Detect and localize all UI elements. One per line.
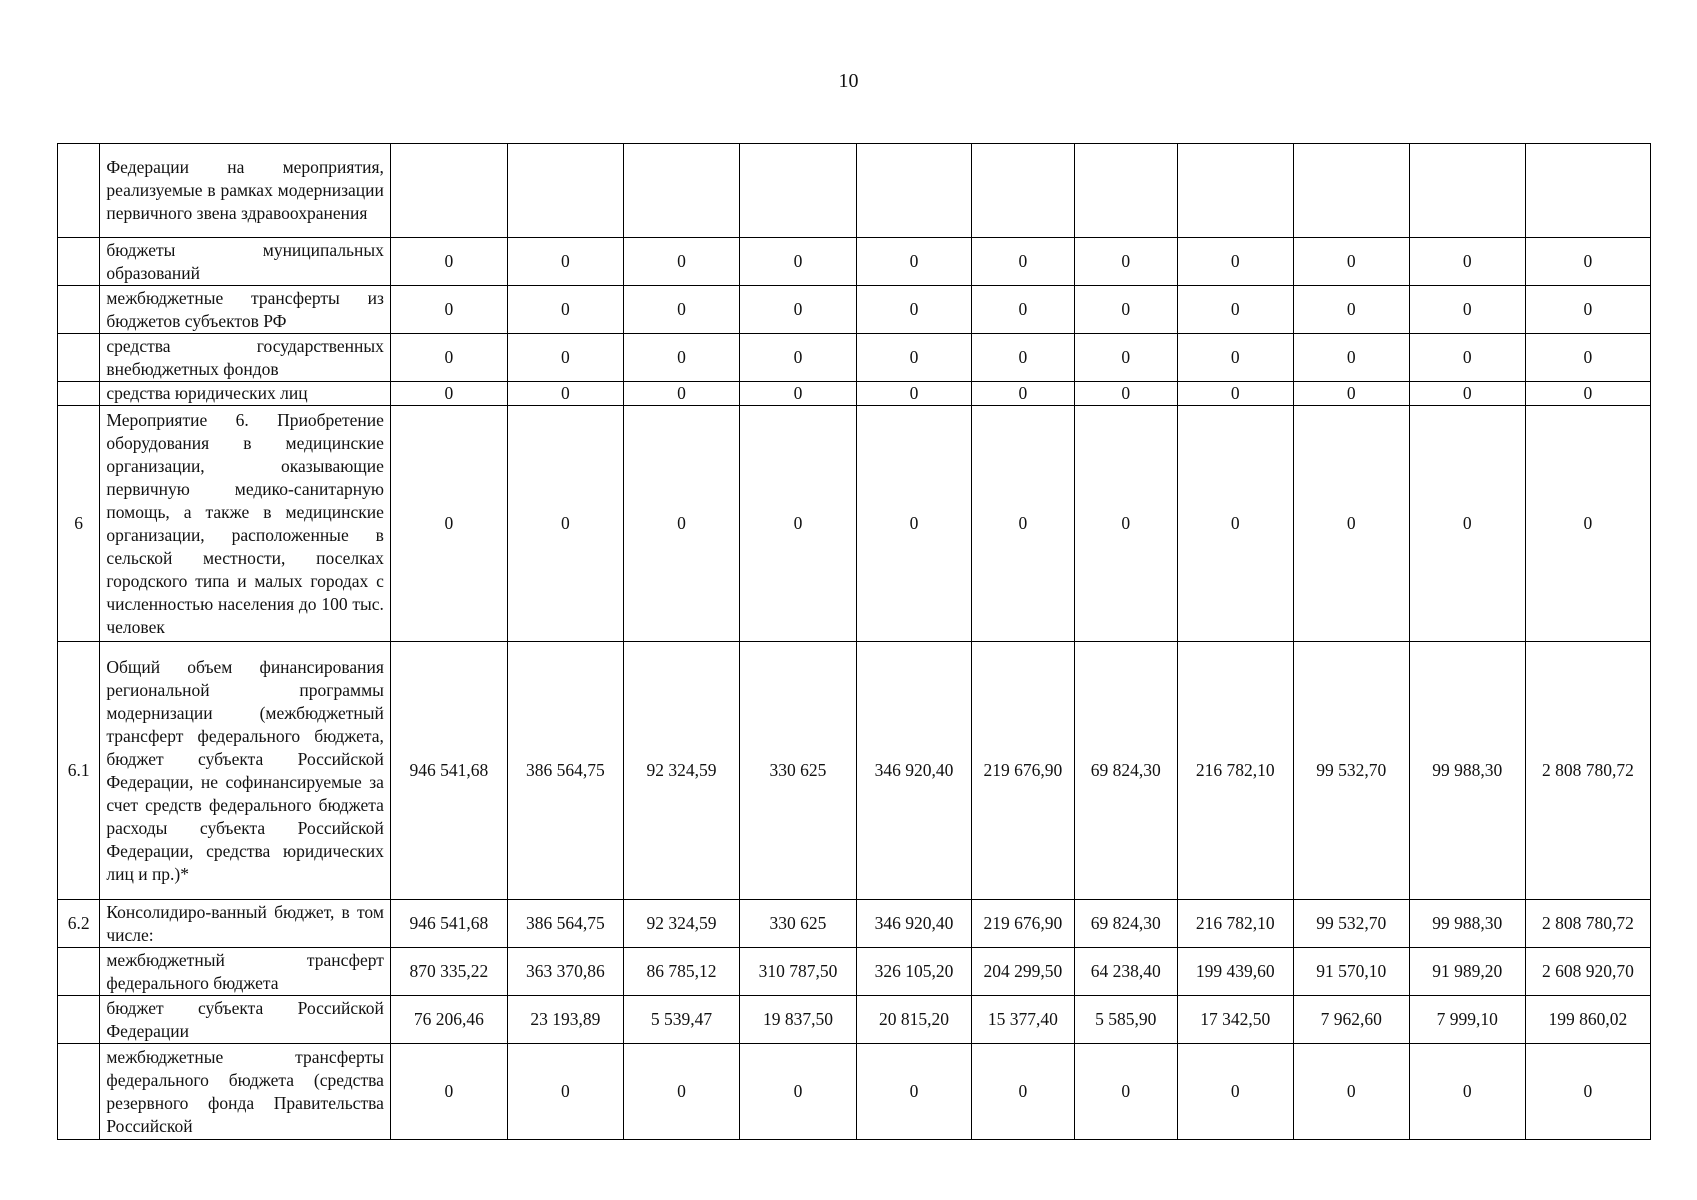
row-label-cell: межбюджетные трансферты из бюджетов субъектов РФ <box>100 286 391 334</box>
value-cell: 0 <box>856 334 971 382</box>
value-cell: 199 439,60 <box>1177 948 1293 996</box>
value-cell: 92 324,59 <box>623 900 739 948</box>
row-label-cell: Мероприятие 6. Приобретение оборудования в медицинские организации, оказывающие первичную медико-санитарную помощь, а также в медицинские организации, расположенные в сельской местности, поселках городского типа и малых городах с численностью населения до 100 тыс. человек <box>100 406 391 642</box>
value-cell: 0 <box>971 238 1074 286</box>
value-cell: 91 570,10 <box>1293 948 1409 996</box>
table-row <box>58 948 1651 996</box>
value-cell: 86 785,12 <box>623 948 739 996</box>
row-label-cell: Консолидиро-ванный бюджет, в том числе: <box>100 900 391 948</box>
value-cell: 0 <box>1293 286 1409 334</box>
row-number-cell: 6.2 <box>58 900 100 948</box>
value-cell: 0 <box>1525 238 1650 286</box>
value-cell: 0 <box>1074 238 1177 286</box>
value-cell: 0 <box>739 238 856 286</box>
value-cell: 0 <box>1074 382 1177 406</box>
row-label-cell: Федерации на мероприятия, реализуемые в рамках модернизации первичного звена здравоохранения <box>100 144 391 238</box>
value-cell: 99 988,30 <box>1409 900 1525 948</box>
value-cell: 0 <box>856 238 971 286</box>
row-number-cell <box>58 948 100 996</box>
value-cell: 0 <box>1525 286 1650 334</box>
value-cell <box>1074 144 1177 238</box>
value-cell: 0 <box>1177 286 1293 334</box>
value-cell: 99 532,70 <box>1293 900 1409 948</box>
table-row <box>58 382 1651 406</box>
value-cell: 0 <box>390 382 507 406</box>
table-row <box>58 238 1651 286</box>
value-cell <box>507 144 623 238</box>
value-cell: 0 <box>856 286 971 334</box>
value-cell: 0 <box>507 1044 623 1140</box>
value-cell: 326 105,20 <box>856 948 971 996</box>
value-cell: 19 837,50 <box>739 996 856 1044</box>
value-cell <box>739 144 856 238</box>
table-row <box>58 900 1651 948</box>
value-cell: 363 370,86 <box>507 948 623 996</box>
value-cell: 0 <box>390 238 507 286</box>
value-cell: 0 <box>1177 334 1293 382</box>
value-cell: 0 <box>390 1044 507 1140</box>
value-cell: 219 676,90 <box>971 900 1074 948</box>
row-number-cell <box>58 238 100 286</box>
value-cell: 0 <box>507 286 623 334</box>
value-cell: 0 <box>739 1044 856 1140</box>
value-cell: 7 999,10 <box>1409 996 1525 1044</box>
value-cell: 0 <box>1074 406 1177 642</box>
page-number: 10 <box>838 70 859 92</box>
value-cell <box>1293 144 1409 238</box>
value-cell: 386 564,75 <box>507 900 623 948</box>
value-cell: 0 <box>507 382 623 406</box>
value-cell: 0 <box>1177 1044 1293 1140</box>
value-cell: 0 <box>739 382 856 406</box>
table-row <box>58 642 1651 900</box>
row-label-cell: межбюджетные трансферты федерального бюджета (средства резервного фонда Правительства Российской <box>100 1044 391 1140</box>
value-cell: 0 <box>971 406 1074 642</box>
value-cell: 0 <box>623 286 739 334</box>
value-cell: 0 <box>1177 406 1293 642</box>
value-cell <box>1525 144 1650 238</box>
value-cell: 0 <box>856 406 971 642</box>
value-cell: 0 <box>856 382 971 406</box>
value-cell: 99 532,70 <box>1293 642 1409 900</box>
value-cell: 204 299,50 <box>971 948 1074 996</box>
value-cell: 386 564,75 <box>507 642 623 900</box>
value-cell: 0 <box>390 334 507 382</box>
value-cell: 0 <box>1525 382 1650 406</box>
row-number-cell <box>58 1044 100 1140</box>
value-cell: 330 625 <box>739 900 856 948</box>
value-cell: 0 <box>1293 238 1409 286</box>
value-cell: 946 541,68 <box>390 900 507 948</box>
value-cell: 15 377,40 <box>971 996 1074 1044</box>
value-cell <box>856 144 971 238</box>
row-number-cell <box>58 334 100 382</box>
value-cell: 0 <box>1074 1044 1177 1140</box>
value-cell: 0 <box>1525 406 1650 642</box>
value-cell: 946 541,68 <box>390 642 507 900</box>
value-cell: 0 <box>1409 238 1525 286</box>
value-cell: 91 989,20 <box>1409 948 1525 996</box>
value-cell: 0 <box>1525 1044 1650 1140</box>
value-cell: 0 <box>1409 334 1525 382</box>
value-cell: 5 539,47 <box>623 996 739 1044</box>
value-cell: 0 <box>390 406 507 642</box>
table-row <box>58 406 1651 642</box>
value-cell: 0 <box>1293 1044 1409 1140</box>
value-cell: 2 808 780,72 <box>1525 642 1650 900</box>
value-cell: 870 335,22 <box>390 948 507 996</box>
table-body <box>58 144 1651 1140</box>
row-number-cell: 6.1 <box>58 642 100 900</box>
value-cell: 0 <box>507 334 623 382</box>
value-cell: 23 193,89 <box>507 996 623 1044</box>
row-label-cell: межбюджетный трансферт федерального бюджета <box>100 948 391 996</box>
value-cell <box>390 144 507 238</box>
table-row <box>58 144 1651 238</box>
value-cell: 0 <box>1409 406 1525 642</box>
value-cell: 2 808 780,72 <box>1525 900 1650 948</box>
row-label-cell: Общий объем финансирования региональной программы модернизации (межбюджетный трансферт федерального бюджета, бюджет субъекта Российской Федерации, не софинансируемые за счет средств федерального бюджета расходы субъекта Российской Федерации, средства юридических лиц и пр.)* <box>100 642 391 900</box>
value-cell: 0 <box>1409 1044 1525 1140</box>
value-cell: 0 <box>1409 382 1525 406</box>
value-cell <box>971 144 1074 238</box>
value-cell: 69 824,30 <box>1074 642 1177 900</box>
row-label-cell: бюджеты муниципальных образований <box>100 238 391 286</box>
value-cell: 0 <box>623 406 739 642</box>
value-cell: 99 988,30 <box>1409 642 1525 900</box>
value-cell: 0 <box>739 334 856 382</box>
table-row <box>58 334 1651 382</box>
value-cell: 0 <box>1177 382 1293 406</box>
row-number-cell <box>58 996 100 1044</box>
value-cell <box>623 144 739 238</box>
value-cell: 199 860,02 <box>1525 996 1650 1044</box>
value-cell <box>1177 144 1293 238</box>
value-cell: 20 815,20 <box>856 996 971 1044</box>
value-cell: 0 <box>971 1044 1074 1140</box>
value-cell: 0 <box>739 406 856 642</box>
table-row <box>58 1044 1651 1140</box>
row-number-cell: 6 <box>58 406 100 642</box>
value-cell: 216 782,10 <box>1177 900 1293 948</box>
value-cell: 219 676,90 <box>971 642 1074 900</box>
value-cell: 0 <box>1293 382 1409 406</box>
value-cell: 0 <box>623 334 739 382</box>
value-cell: 0 <box>623 382 739 406</box>
value-cell: 0 <box>1293 406 1409 642</box>
table-row <box>58 286 1651 334</box>
value-cell: 0 <box>1409 286 1525 334</box>
value-cell: 346 920,40 <box>856 900 971 948</box>
value-cell: 0 <box>971 286 1074 334</box>
value-cell: 64 238,40 <box>1074 948 1177 996</box>
value-cell: 76 206,46 <box>390 996 507 1044</box>
value-cell: 0 <box>1074 286 1177 334</box>
value-cell: 346 920,40 <box>856 642 971 900</box>
value-cell: 0 <box>1293 334 1409 382</box>
value-cell: 0 <box>971 382 1074 406</box>
row-number-cell <box>58 286 100 334</box>
row-number-cell <box>58 144 100 238</box>
row-number-cell <box>58 382 100 406</box>
value-cell: 0 <box>1177 238 1293 286</box>
value-cell: 0 <box>739 286 856 334</box>
value-cell: 216 782,10 <box>1177 642 1293 900</box>
value-cell: 2 608 920,70 <box>1525 948 1650 996</box>
value-cell: 5 585,90 <box>1074 996 1177 1044</box>
row-label-cell: средства юридических лиц <box>100 382 391 406</box>
value-cell: 0 <box>507 238 623 286</box>
value-cell: 0 <box>623 1044 739 1140</box>
value-cell: 0 <box>1074 334 1177 382</box>
value-cell: 92 324,59 <box>623 642 739 900</box>
row-label-cell: бюджет субъекта Российской Федерации <box>100 996 391 1044</box>
table-row <box>58 996 1651 1044</box>
value-cell: 0 <box>971 334 1074 382</box>
value-cell: 0 <box>856 1044 971 1140</box>
value-cell: 17 342,50 <box>1177 996 1293 1044</box>
value-cell: 0 <box>1525 334 1650 382</box>
value-cell: 330 625 <box>739 642 856 900</box>
value-cell: 310 787,50 <box>739 948 856 996</box>
value-cell: 0 <box>390 286 507 334</box>
value-cell <box>1409 144 1525 238</box>
row-label-cell: средства государственных внебюджетных фондов <box>100 334 391 382</box>
value-cell: 0 <box>507 406 623 642</box>
value-cell: 0 <box>623 238 739 286</box>
budget-table <box>57 143 1651 1140</box>
value-cell: 69 824,30 <box>1074 900 1177 948</box>
value-cell: 7 962,60 <box>1293 996 1409 1044</box>
